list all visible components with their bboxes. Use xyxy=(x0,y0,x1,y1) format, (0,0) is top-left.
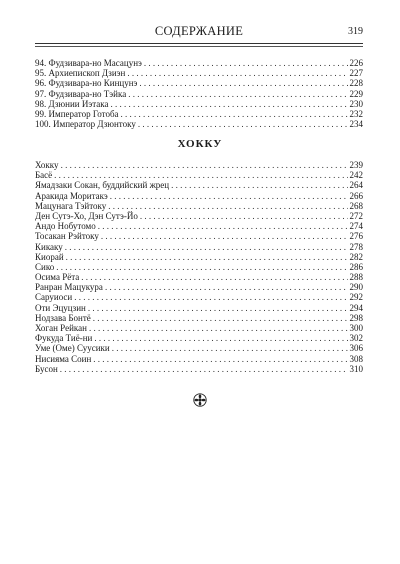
toc-entry xyxy=(35,78,363,88)
dot-leader xyxy=(81,272,347,282)
toc-entry-page: 266 xyxy=(349,190,363,201)
toc-entry-title: 97. Фудзивара-но Тэйка xyxy=(35,88,127,99)
toc-entry-title: 94. Фудзивара-но Масацунэ xyxy=(35,58,142,68)
toc-entry xyxy=(35,221,363,231)
toc-entry-title: Андо Нобутомо xyxy=(35,221,96,232)
dot-leader xyxy=(138,119,348,129)
toc-entry-title: Ямадзаки Сокан, буддийский жрец xyxy=(35,180,170,191)
toc-list-part1 xyxy=(35,58,363,129)
toc-entry-title: 95. Архиепископ Дзиэн xyxy=(35,68,126,79)
toc-entry xyxy=(35,201,363,211)
header-title: СОДЕРЖАНИЕ xyxy=(154,24,244,38)
toc-entry xyxy=(35,262,363,272)
toc-entry xyxy=(35,252,363,262)
toc-entry-page: 264 xyxy=(349,180,363,191)
dot-leader xyxy=(94,333,347,343)
toc-entry-page: 282 xyxy=(349,251,363,262)
toc-entry-page: 306 xyxy=(349,343,363,354)
dot-leader xyxy=(112,343,348,353)
toc-entry xyxy=(35,364,363,374)
toc-entry-title: Сико xyxy=(35,261,55,272)
toc-entry xyxy=(35,180,363,190)
toc-entry-title: 99. Император Готоба xyxy=(35,108,119,119)
toc-entry xyxy=(35,191,363,201)
dot-leader xyxy=(56,262,347,272)
dot-leader xyxy=(88,303,348,313)
toc-list-part2 xyxy=(35,160,363,374)
toc-entry xyxy=(35,282,363,292)
toc-entry-title: Бусон xyxy=(35,363,58,374)
flower-ornament-icon xyxy=(193,393,207,407)
dot-leader xyxy=(128,89,347,99)
dot-leader xyxy=(61,160,348,170)
toc-entry-page: 310 xyxy=(349,363,363,374)
dot-leader xyxy=(140,211,348,221)
dot-leader xyxy=(93,354,347,364)
toc-entry xyxy=(35,343,363,353)
header-rule-thin xyxy=(35,46,363,47)
toc-entry-page: 276 xyxy=(349,231,363,242)
toc-entry-title: Киорай xyxy=(35,251,64,262)
dot-leader xyxy=(110,99,347,109)
toc-entry xyxy=(35,160,363,170)
toc-entry xyxy=(35,68,363,78)
toc-entry xyxy=(35,170,363,180)
header-rule xyxy=(35,43,363,44)
toc-entry-page: 294 xyxy=(349,302,363,313)
dot-leader xyxy=(171,180,347,190)
dot-leader xyxy=(127,68,347,78)
section-title: ХОККУ xyxy=(177,138,223,150)
toc-entry-title: 96. Фудзивара-но Кинцунэ xyxy=(35,78,138,89)
dot-leader xyxy=(105,282,348,292)
toc-entry xyxy=(35,99,363,109)
dot-leader xyxy=(54,170,347,180)
toc-entry-page: 298 xyxy=(349,312,363,323)
dot-leader xyxy=(98,221,348,231)
toc-entry-page: 272 xyxy=(349,210,363,221)
toc-entry-title: Ден Сутэ-Хо, Дэн Сутэ-Йо xyxy=(35,210,138,221)
toc-entry-title: Ранран Мацукура xyxy=(35,282,103,293)
toc-entry-page: 227 xyxy=(349,68,363,79)
toc-entry-page: 288 xyxy=(349,272,363,283)
toc-entry xyxy=(35,313,363,323)
toc-entry xyxy=(35,333,363,343)
toc-entry xyxy=(35,89,363,99)
toc-entry-title: Тосакан Рэйтоку xyxy=(35,231,99,242)
toc-entry xyxy=(35,211,363,221)
toc-entry-page: 242 xyxy=(349,170,363,181)
dot-leader xyxy=(144,58,348,68)
toc-entry-title: Уме (Оме) Суусики xyxy=(35,343,110,354)
toc-entry-page: 268 xyxy=(349,200,363,211)
toc-entry-title: Аракида Моритакэ xyxy=(35,190,108,201)
dot-leader xyxy=(66,252,348,262)
toc-entry xyxy=(35,231,363,241)
dot-leader xyxy=(108,201,347,211)
toc-entry-title: Саруиоси xyxy=(35,292,73,303)
toc-entry-page: 232 xyxy=(349,108,363,119)
toc-entry-page: 226 xyxy=(349,58,363,68)
dot-leader xyxy=(139,78,347,88)
toc-entry-title: Кикаку xyxy=(35,241,63,252)
toc-entry-title: 98. Дзюнии Иэтака xyxy=(35,98,109,109)
toc-entry-title: Фукуда Тиё-ни xyxy=(35,333,93,344)
dot-leader xyxy=(74,292,347,302)
toc-entry-title: 100. Император Дзюнтоку xyxy=(35,119,136,130)
toc-entry xyxy=(35,272,363,282)
toc-entry-page: 308 xyxy=(349,353,363,364)
toc-entry-title: Хоган Рейкан xyxy=(35,323,87,333)
toc-entry-page: 300 xyxy=(349,323,363,333)
dot-leader xyxy=(89,323,348,333)
toc-entry-page: 290 xyxy=(349,282,363,293)
toc-entry-title: Нисияма Соин xyxy=(35,353,92,364)
toc-entry xyxy=(35,58,363,68)
toc-entry-page: 228 xyxy=(349,78,363,89)
dot-leader xyxy=(93,313,348,323)
toc-entry-page: 286 xyxy=(349,261,363,272)
toc-entry xyxy=(35,242,363,252)
toc-entry xyxy=(35,109,363,119)
toc-entry-page: 234 xyxy=(349,119,363,130)
toc-entry-page: 302 xyxy=(349,333,363,344)
toc-entry-page: 278 xyxy=(349,241,363,252)
toc-entry-title: Нодзава Бонтё xyxy=(35,312,91,323)
toc-entry xyxy=(35,119,363,129)
dot-leader xyxy=(101,231,348,241)
toc-entry xyxy=(35,323,363,333)
toc-entry xyxy=(35,292,363,302)
toc-entry-page: 274 xyxy=(349,221,363,232)
page-header xyxy=(35,24,363,44)
toc-entry-title: Мацунага Тэйтоку xyxy=(35,200,107,211)
toc-entry-title: Оти Эцуцзин xyxy=(35,302,86,313)
toc-entry-page: 239 xyxy=(349,160,363,170)
toc-entry-page: 230 xyxy=(349,98,363,109)
dot-leader xyxy=(60,364,348,374)
toc-entry-title: Осима Рёта xyxy=(35,272,80,283)
toc-entry-title: Хокку xyxy=(35,160,59,170)
dot-leader xyxy=(121,109,348,119)
dot-leader xyxy=(65,242,348,252)
toc-entry-page: 229 xyxy=(349,88,363,99)
page-number: 319 xyxy=(348,26,363,37)
toc-entry-page: 292 xyxy=(349,292,363,303)
toc-entry-title: Басё xyxy=(35,170,53,181)
dot-leader xyxy=(110,191,348,201)
toc-entry xyxy=(35,354,363,364)
toc-entry xyxy=(35,303,363,313)
